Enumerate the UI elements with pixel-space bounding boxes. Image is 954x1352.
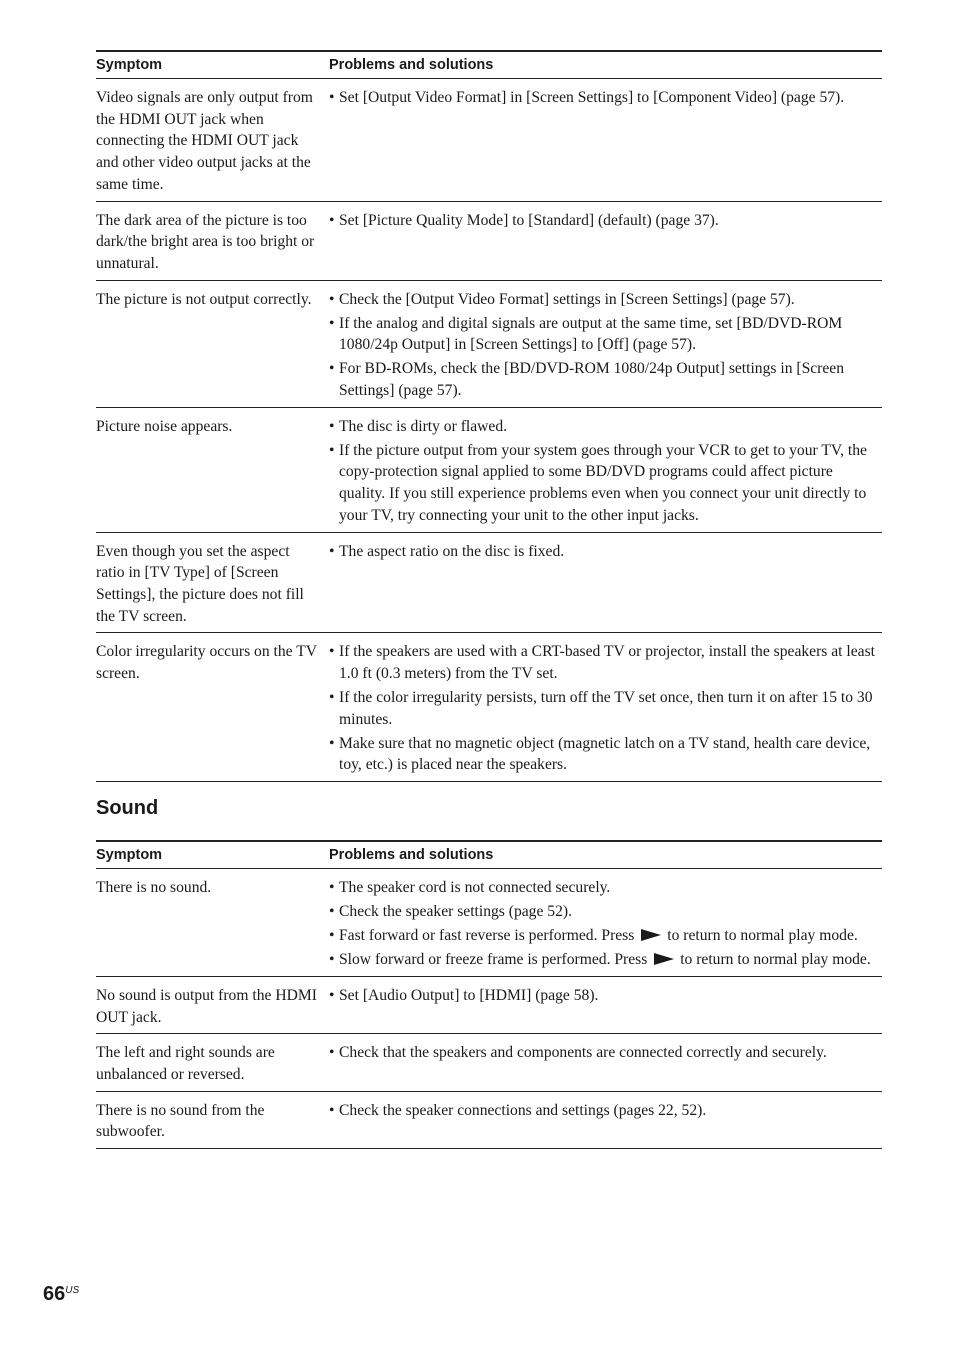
solution-item: • Check that the speakers and components are connected correctly and securely. <box>329 1042 882 1064</box>
solutions-cell <box>329 1091 882 1148</box>
symptom-cell: There is no sound from the subwoofer. <box>96 1091 329 1148</box>
solutions-list <box>329 641 882 776</box>
solution-item: • If the picture output from your system goes through your VCR to get to your TV, the copy-protection signal applied to some BD/DVD programs could affect picture quality. If you still experience problems even when you connect your unit directly to your TV, try connecting your unit to the other input jacks. <box>329 440 882 527</box>
solution-item: • If the analog and digital signals are output at the same time, set [BD/DVD-ROM 1080/24p Output] in [Screen Settings] to [Off] (page 57). <box>329 313 882 356</box>
play-icon <box>641 929 661 941</box>
solution-item: • If the color irregularity persists, turn off the TV set once, then turn it on after 15 to 30 minutes. <box>329 687 882 730</box>
table-row <box>96 1034 882 1091</box>
solutions-column-header: Problems and solutions <box>329 841 882 869</box>
solutions-list <box>329 416 882 527</box>
symptom-cell: Video signals are only output from the HDMI OUT jack when connecting the HDMI OUT jack and other video output jacks at the same time. <box>96 79 329 202</box>
page-number <box>43 1283 79 1306</box>
solution-item: • Set [Output Video Format] in [Screen Settings] to [Component Video] (page 57). <box>329 87 882 109</box>
table-row <box>96 869 882 977</box>
symptom-column-header: Symptom <box>96 51 329 79</box>
symptom-cell: Color irregularity occurs on the TV screen. <box>96 633 329 782</box>
play-icon <box>654 953 674 965</box>
solution-text: Slow forward or freeze frame is performed. Press <box>339 951 648 969</box>
solutions-list <box>329 877 882 971</box>
solution-text: to return to normal play mode. <box>680 951 871 969</box>
solution-item: • Set [Audio Output] to [HDMI] (page 58). <box>329 985 882 1007</box>
solutions-list <box>329 1100 882 1122</box>
symptom-cell: No sound is output from the HDMI OUT jack. <box>96 976 329 1033</box>
table-row <box>96 280 882 407</box>
page-number-value: 66 <box>43 1283 66 1305</box>
solution-item <box>329 949 882 971</box>
solutions-column-header: Problems and solutions <box>329 51 882 79</box>
solutions-list <box>329 289 882 402</box>
solutions-cell <box>329 201 882 280</box>
solution-text: Fast forward or fast reverse is performed. Press <box>339 927 635 945</box>
solution-item: • Check the speaker settings (page 52). <box>329 901 882 923</box>
solution-item: • For BD-ROMs, check the [BD/DVD-ROM 1080/24p Output] settings in [Screen Settings] (page 57). <box>329 358 882 401</box>
solutions-cell <box>329 1034 882 1091</box>
table-row <box>96 201 882 280</box>
solution-item: • If the speakers are used with a CRT-based TV or projector, install the speakers at least 1.0 ft (0.3 meters) from the TV set. <box>329 641 882 684</box>
solutions-cell <box>329 869 882 977</box>
solutions-cell <box>329 976 882 1033</box>
symptom-cell: The picture is not output correctly. <box>96 280 329 407</box>
solutions-list <box>329 87 882 109</box>
region-code: US <box>65 1285 80 1296</box>
symptom-cell: There is no sound. <box>96 869 329 977</box>
solutions-list <box>329 541 882 563</box>
solutions-cell <box>329 407 882 532</box>
solution-text: to return to normal play mode. <box>667 927 858 945</box>
table-header-row <box>96 841 882 869</box>
symptom-cell: The dark area of the picture is too dark/the bright area is too bright or unnatural. <box>96 201 329 280</box>
solutions-cell <box>329 79 882 202</box>
picture-troubleshooting-table <box>96 50 882 782</box>
solution-item: • The aspect ratio on the disc is fixed. <box>329 541 882 563</box>
solution-item: • Set [Picture Quality Mode] to [Standard] (default) (page 37). <box>329 210 882 232</box>
solutions-cell <box>329 532 882 633</box>
symptom-cell: The left and right sounds are unbalanced or reversed. <box>96 1034 329 1091</box>
solutions-list <box>329 210 882 232</box>
solution-item: • The speaker cord is not connected securely. <box>329 877 882 899</box>
solutions-list <box>329 1042 882 1064</box>
table-row <box>96 1091 882 1148</box>
solutions-list <box>329 985 882 1007</box>
solution-item: • Make sure that no magnetic object (magnetic latch on a TV stand, health care device, toy, etc.) is placed near the speakers. <box>329 733 882 776</box>
section-heading-sound: Sound <box>96 797 159 820</box>
table-row <box>96 407 882 532</box>
solution-item: • Check the speaker connections and settings (pages 22, 52). <box>329 1100 882 1122</box>
solutions-cell <box>329 633 882 782</box>
page-content <box>96 50 882 1149</box>
solution-item: • Check the [Output Video Format] settings in [Screen Settings] (page 57). <box>329 289 882 311</box>
solutions-cell <box>329 280 882 407</box>
symptom-cell: Even though you set the aspect ratio in [TV Type] of [Screen Settings], the picture does not fill the TV screen. <box>96 532 329 633</box>
symptom-column-header: Symptom <box>96 841 329 869</box>
sound-troubleshooting-table <box>96 840 882 1149</box>
solution-item: • The disc is dirty or flawed. <box>329 416 882 438</box>
symptom-cell: Picture noise appears. <box>96 407 329 532</box>
table-row <box>96 976 882 1033</box>
table-row <box>96 79 882 202</box>
table-row <box>96 633 882 782</box>
table-header-row <box>96 51 882 79</box>
solution-item <box>329 925 882 947</box>
table-row <box>96 532 882 633</box>
